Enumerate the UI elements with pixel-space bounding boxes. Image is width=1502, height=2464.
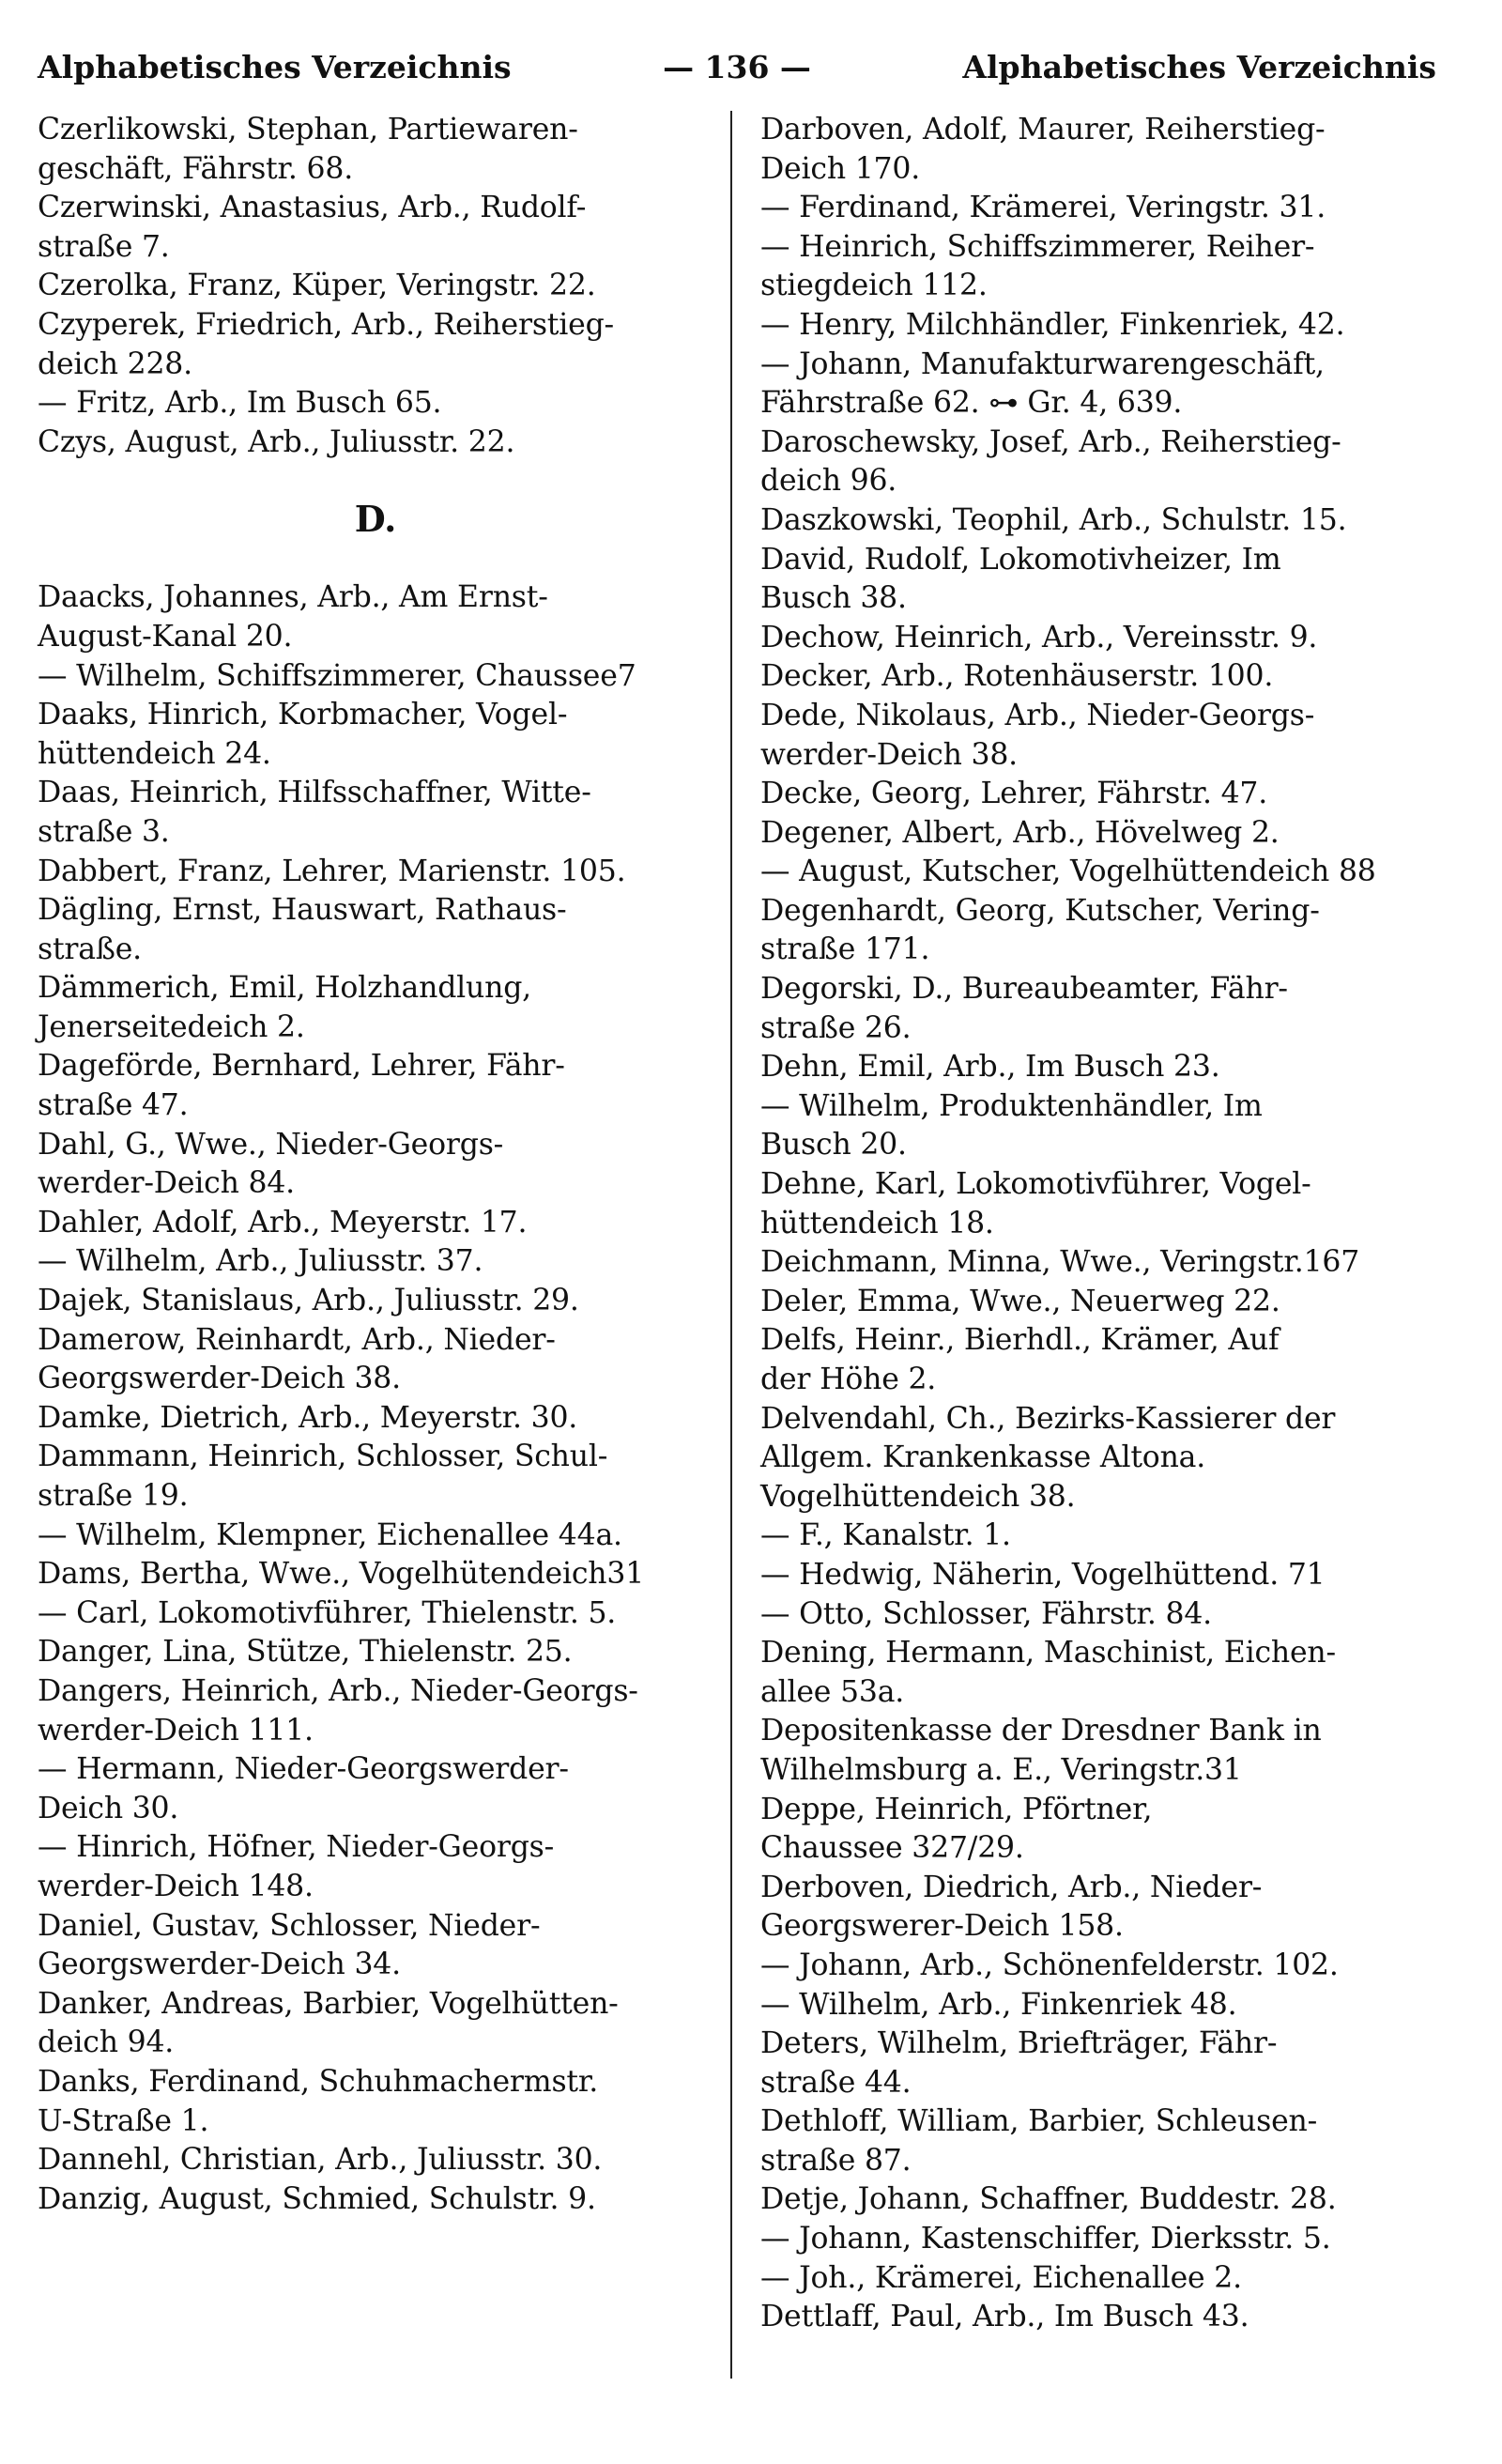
entry-line: August-Kanal 20. — [38, 619, 293, 654]
entry-line: Darboven, Adolf, Maurer, Reiherstieg- — [760, 113, 1326, 146]
entry-line: Dajek, Stanislaus, Arb., Juliusstr. 29. — [38, 1284, 579, 1318]
directory-entry — [760, 424, 1450, 501]
entry-line: Dethloff, William, Barbier, Schleusen- — [760, 2104, 1318, 2139]
directory-entry — [38, 424, 713, 463]
directory-entry — [760, 697, 1450, 775]
entry-line: Degenhardt, Georg, Kutscher, Vering- — [760, 893, 1320, 928]
entry-line: Chaussee 327/29. — [760, 1831, 1024, 1866]
directory-entry — [760, 541, 1450, 619]
entry-line: — Hermann, Nieder-Georgswerder- — [38, 1752, 569, 1787]
entry-line: — Wilhelm, Arb., Finkenriek 48. — [760, 1987, 1237, 2022]
entry-line: Czyperek, Friedrich, Arb., Reiherstieg- — [38, 307, 614, 342]
entry-line: Derboven, Diedrich, Arb., Nieder- — [760, 1870, 1263, 1904]
entry-line: straße 44. — [760, 2065, 912, 2100]
column-divider — [730, 111, 732, 2379]
entry-line: — Johann, Kastenschiffer, Dierksstr. 5. — [760, 2222, 1331, 2256]
left-column — [38, 111, 713, 2219]
directory-entry — [760, 1869, 1450, 1947]
entry-line: Wilhelmsburg a. E., Veringstr.31 — [760, 1752, 1242, 1787]
entry-line: hüttendeich 18. — [760, 1206, 994, 1240]
directory-entry — [760, 1048, 1450, 1087]
entry-line: Busch 20. — [760, 1128, 907, 1163]
entry-line: Georgswerder-Deich 38. — [38, 1362, 401, 1396]
right-entries — [760, 111, 1450, 2337]
entry-line: deich 96. — [760, 464, 897, 499]
entry-line: werder-Deich 148. — [38, 1869, 314, 1903]
directory-entry — [38, 1204, 713, 1243]
entry-line: Vogelhüttendeich 38. — [760, 1479, 1076, 1514]
directory-entry — [38, 2141, 713, 2180]
entry-line: Dams, Bertha, Wwe., Vogelhütendeich31 — [38, 1557, 645, 1592]
entry-line: Daas, Heinrich, Hilfsschaffner, Witte- — [38, 776, 591, 810]
entry-line: werder-Deich 84. — [38, 1166, 295, 1201]
directory-entry — [760, 1087, 1450, 1165]
entry-line: Daacks, Johannes, Arb., Am Ernst- — [38, 580, 548, 615]
entry-line: allee 53a. — [760, 1674, 905, 1709]
entry-line: — Johann, Manufakturwarengeschäft, — [760, 346, 1325, 381]
entry-line: Danger, Lina, Stütze, Thielenstr. 25. — [38, 1635, 573, 1670]
directory-entry — [760, 619, 1450, 658]
directory-entry — [38, 1399, 713, 1439]
directory-entry — [760, 1321, 1450, 1399]
entry-line: Deichmann, Minna, Wwe., Veringstr.167 — [760, 1245, 1360, 1280]
entry-line: Delvendahl, Ch., Bezirks-Kassierer der — [760, 1401, 1336, 1436]
entry-line: geschäft, Fährstr. 68. — [38, 151, 354, 186]
entry-line: Daroschewsky, Josef, Arb., Reiherstieg- — [760, 424, 1341, 459]
directory-entry — [760, 1986, 1450, 2025]
entry-line: straße 87. — [760, 2143, 912, 2178]
entry-line: Dehn, Emil, Arb., Im Busch 23. — [760, 1050, 1220, 1085]
directory-entry — [38, 2180, 713, 2220]
entry-line: straße 19. — [38, 1479, 189, 1513]
entry-line: Daaks, Hinrich, Korbmacher, Vogel- — [38, 698, 568, 732]
directory-entry — [38, 111, 713, 189]
entry-line: Deppe, Heinrich, Pförtner, — [760, 1792, 1153, 1826]
directory-entry — [38, 1517, 713, 1556]
entry-line: Dede, Nikolaus, Arb., Nieder-Georgs- — [760, 698, 1315, 732]
entry-line: straße 7. — [38, 229, 170, 264]
entry-line: — Johann, Arb., Schönenfelderstr. 102. — [760, 1948, 1339, 1982]
entry-line: — F., Kanalstr. 1. — [760, 1518, 1011, 1553]
directory-entry — [38, 189, 713, 267]
directory-entry — [760, 2180, 1450, 2220]
entry-line: Degorski, D., Bureaubeamter, Fähr- — [760, 972, 1288, 1007]
entry-line: Dageförde, Bernhard, Lehrer, Fähr- — [38, 1049, 565, 1084]
entry-line: — Hedwig, Näherin, Vogelhüttend. 71 — [760, 1557, 1326, 1592]
entry-line: straße. — [38, 932, 142, 966]
entry-line: Allgem. Krankenkasse Altona. — [760, 1440, 1206, 1475]
entry-line: straße 26. — [760, 1010, 912, 1045]
directory-entry — [760, 1243, 1450, 1283]
directory-entry — [38, 657, 713, 697]
directory-entry — [38, 267, 713, 306]
entry-line: hüttendeich 24. — [38, 736, 271, 771]
directory-entry — [760, 1165, 1450, 1243]
entry-line: — Henry, Milchhändler, Finkenriek, 42. — [760, 307, 1345, 342]
directory-entry — [760, 892, 1450, 970]
section-letter: D. — [354, 498, 397, 541]
entry-line: Damerow, Reinhardt, Arb., Nieder- — [38, 1322, 556, 1357]
directory-entry — [760, 306, 1450, 346]
directory-entry — [760, 1791, 1450, 1869]
entry-line: Daszkowski, Teophil, Arb., Schulstr. 15. — [760, 502, 1347, 537]
entry-line: Czerwinski, Anastasius, Arb., Rudolf- — [38, 191, 587, 225]
directory-entry — [760, 775, 1450, 814]
entry-line: Detje, Johann, Schaffner, Buddestr. 28. — [760, 2182, 1337, 2217]
entry-line: — Wilhelm, Schiffszimmerer, Chaussee7 — [38, 658, 636, 693]
entry-line: straße 47. — [38, 1088, 189, 1123]
entry-line: Dettlaff, Paul, Arb., Im Busch 43. — [760, 2300, 1249, 2334]
directory-entry — [760, 228, 1450, 306]
entry-line: U-Straße 1. — [38, 2103, 209, 2138]
directory-entry — [38, 578, 713, 656]
directory-entry — [760, 1517, 1450, 1556]
entry-line: — Joh., Krämerei, Eichenallee 2. — [760, 2260, 1242, 2295]
entry-line: Depositenkasse der Dresdner Bank in — [760, 1714, 1322, 1748]
directory-entry — [760, 1634, 1450, 1712]
directory-entry — [38, 1907, 713, 1985]
entry-line: Decke, Georg, Lehrer, Fährstr. 47. — [760, 777, 1268, 811]
entry-line: Deters, Wilhelm, Briefträger, Fähr- — [760, 2026, 1278, 2061]
entry-line: der Höhe 2. — [760, 1363, 937, 1396]
directory-entry — [760, 970, 1450, 1048]
page-header — [38, 49, 1436, 96]
directory-entry — [38, 1633, 713, 1672]
entry-line: — Wilhelm, Arb., Juliusstr. 37. — [38, 1244, 483, 1279]
entry-line: — Wilhelm, Klempner, Eichenallee 44a. — [38, 1517, 622, 1552]
entry-line: Czerlikowski, Stephan, Partiewaren- — [38, 113, 578, 146]
directory-entry — [38, 1047, 713, 1125]
entry-line: Czys, August, Arb., Juliusstr. 22. — [38, 424, 515, 459]
directory-entry — [760, 2220, 1450, 2259]
entry-line: Fährstraße 62. ⊶ Gr. 4, 639. — [760, 386, 1183, 421]
directory-entry — [760, 2298, 1450, 2337]
entry-line: Jenerseitedeich 2. — [38, 1009, 305, 1044]
directory-entry — [760, 2102, 1450, 2180]
directory-entry — [38, 1438, 713, 1516]
running-title-left: Alphabetisches Verzeichnis — [38, 49, 512, 85]
entry-line: Dechow, Heinrich, Arb., Vereinsstr. 9. — [760, 620, 1318, 654]
entry-line: — Carl, Lokomotivführer, Thielenstr. 5. — [38, 1595, 617, 1630]
entry-line: Dämmerich, Emil, Holzhandlung, — [38, 971, 531, 1006]
entry-line: — Heinrich, Schiffszimmerer, Reiher- — [760, 229, 1315, 264]
entry-line: Georgswerer-Deich 158. — [760, 1909, 1124, 1944]
directory-entry — [38, 853, 713, 892]
directory-entry — [38, 774, 713, 852]
entry-line: David, Rudolf, Lokomotivheizer, Im — [760, 542, 1281, 577]
directory-entry — [760, 111, 1450, 189]
entry-line: — Otto, Schlosser, Fährstr. 84. — [760, 1596, 1212, 1631]
entry-line: Dannehl, Christian, Arb., Juliusstr. 30. — [38, 2143, 603, 2178]
entry-line: Dahl, G., Wwe., Nieder-Georgs- — [38, 1127, 504, 1162]
entry-line: Dahler, Adolf, Arb., Meyerstr. 17. — [38, 1205, 528, 1240]
entry-line: Decker, Arb., Rotenhäuserstr. 100. — [760, 659, 1274, 694]
directory-entry — [38, 1321, 713, 1399]
directory-entry — [760, 2259, 1450, 2299]
entry-line: Busch 38. — [760, 581, 907, 616]
directory-entry — [760, 189, 1450, 228]
entry-line: Danzig, August, Schmied, Schulstr. 9. — [38, 2181, 596, 2216]
directory-entry — [760, 1595, 1450, 1635]
entry-line: Daniel, Gustav, Schlosser, Nieder- — [38, 1908, 541, 1943]
entry-line: Degener, Albert, Arb., Hövelweg 2. — [760, 815, 1280, 850]
directory-entry — [38, 891, 713, 969]
left-entries-before-section — [38, 111, 713, 462]
entry-line: Dägling, Ernst, Hauswart, Rathaus- — [38, 893, 567, 928]
directory-entry — [38, 1750, 713, 1828]
directory-entry — [38, 1985, 713, 2063]
entry-line: werder-Deich 38. — [760, 737, 1018, 772]
directory-entry — [760, 1400, 1450, 1517]
right-column — [760, 111, 1450, 2337]
running-title-right: Alphabetisches Verzeichnis — [962, 49, 1436, 85]
directory-entry — [760, 346, 1450, 424]
directory-entry — [38, 969, 713, 1047]
entry-line: stiegdeich 112. — [760, 269, 988, 303]
entry-line: — Hinrich, Höfner, Nieder-Georgs- — [38, 1830, 555, 1865]
entry-line: Danker, Andreas, Barbier, Vogelhütten- — [38, 1986, 619, 2021]
entry-line: Deler, Emma, Wwe., Neuerweg 22. — [760, 1284, 1280, 1318]
entry-line: Deich 30. — [38, 1791, 179, 1825]
directory-entry — [760, 1556, 1450, 1595]
directory-entry — [38, 1828, 713, 1906]
directory-entry — [38, 1126, 713, 1204]
left-entries-after-section — [38, 578, 713, 2219]
entry-line: deich 94. — [38, 2025, 175, 2060]
entry-line: Georgswerder-Deich 34. — [38, 1948, 401, 1982]
entry-line: straße 3. — [38, 814, 170, 849]
entry-line: Dangers, Heinrich, Arb., Nieder-Georgs- — [38, 1673, 638, 1708]
entry-line: Dabbert, Franz, Lehrer, Marienstr. 105. — [38, 854, 626, 888]
directory-entry — [760, 501, 1450, 541]
directory-entry — [760, 814, 1450, 854]
entry-line: Damke, Dietrich, Arb., Meyerstr. 30. — [38, 1400, 578, 1435]
entry-line: Dammann, Heinrich, Schlosser, Schul- — [38, 1440, 608, 1474]
entry-line: — Fritz, Arb., Im Busch 65. — [38, 386, 442, 421]
directory-entry — [38, 1555, 713, 1594]
entry-line: werder-Deich 111. — [38, 1713, 314, 1748]
directory-entry — [38, 306, 713, 384]
entry-line: Delfs, Heinr., Bierhdl., Krämer, Auf — [760, 1323, 1280, 1358]
directory-entry — [760, 853, 1450, 892]
directory-entry — [38, 696, 713, 774]
directory-entry — [760, 657, 1450, 697]
entry-line: deich 228. — [38, 346, 192, 381]
entry-line: Czerolka, Franz, Küper, Veringstr. 22. — [38, 269, 596, 303]
directory-entry — [760, 2025, 1450, 2102]
entry-line: — Ferdinand, Krämerei, Veringstr. 31. — [760, 191, 1326, 225]
entry-line: — August, Kutscher, Vogelhüttendeich 88 — [760, 855, 1376, 889]
page-number: — 136 — — [663, 49, 811, 85]
directory-entry — [760, 1283, 1450, 1322]
directory-entry — [38, 384, 713, 424]
directory-entry — [760, 1712, 1450, 1790]
entry-line: straße 171. — [760, 932, 930, 967]
directory-entry — [38, 2063, 713, 2141]
directory-entry — [38, 1282, 713, 1321]
entry-line: Deich 170. — [760, 151, 921, 186]
directory-entry — [38, 1242, 713, 1282]
directory-entry — [38, 1672, 713, 1750]
entry-line: Dehne, Karl, Lokomotivführer, Vogel- — [760, 1167, 1311, 1202]
entry-line: Dening, Hermann, Maschinist, Eichen- — [760, 1636, 1336, 1671]
directory-entry — [38, 1594, 713, 1634]
entry-line: Danks, Ferdinand, Schuhmachermstr. — [38, 2064, 599, 2099]
directory-entry — [760, 1947, 1450, 1986]
entry-line: — Wilhelm, Produktenhändler, Im — [760, 1088, 1263, 1123]
